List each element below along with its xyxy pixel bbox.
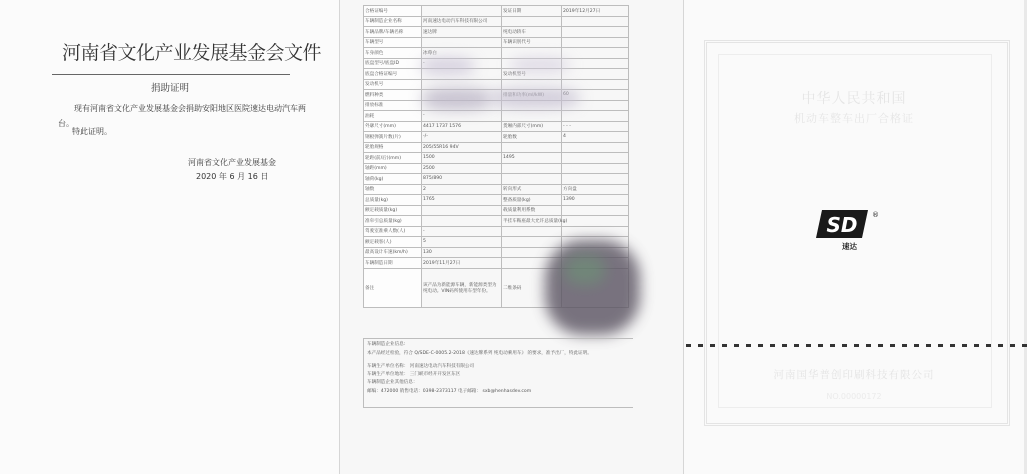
mfg-line: 车辆制造企业其他信息： [367,380,418,385]
certificate-row [364,132,629,143]
field-label: 底盘型号/底盘ID [364,58,422,69]
field-value [562,111,629,122]
certificate-row [364,153,629,164]
certificate-row [364,174,629,185]
letter-signature-org: 河南省文化产业发展基金 [188,158,276,167]
perforation-dash [902,344,907,347]
field-value [562,153,629,164]
field-label: 车辆制造日期 [364,258,422,269]
field-value: -/- [422,132,502,143]
field-label: 货厢内部尺寸(mm) [502,121,562,132]
field-label: 轴荷(kg) [364,174,422,185]
field-value [422,216,502,227]
perforation-dash [686,344,691,347]
mfg-line: 本产品经过检验，符合 Q/SDE-C-0005.2-2018《速达牌系列 纯电动乘用车》 的要求，准予出厂，特此证明。 [367,351,592,356]
certificate-row [364,195,629,206]
field-value [562,58,629,69]
certificate-row [364,6,629,17]
field-value: 4417 1737 1576 [422,121,502,132]
field-label: 外廓尺寸(mm) [364,121,422,132]
letter-body: 现有河南省文化产业发展基金会捐助安阳地区医院速达电动汽车两台。 [58,104,306,128]
field-label: 车辆型号 [364,37,422,48]
field-value [422,205,502,216]
title-rule [52,74,290,75]
field-label: 车辆品牌/车辆名称 [364,27,422,38]
certificate-row [364,163,629,174]
perforation-dash [998,344,1003,347]
letter-title: 河南省文化产业发展基金会文件 [62,42,322,64]
field-label: 准牵引总质量(kg) [364,216,422,227]
field-label: 钢板弹簧片数(片) [364,132,422,143]
qr-code-blur [545,240,640,335]
field-value: 4 [562,132,629,143]
field-label [502,237,562,248]
field-value [562,69,629,80]
field-label: 发动机型号 [502,69,562,80]
field-label [502,142,562,153]
perforation-dash [878,344,883,347]
field-label: 载质量利用系数 [502,205,562,216]
perforation-dash [842,344,847,347]
mfg-line: 邮编：472000 销售电话：0398-2373117 电子邮箱： sxb@henhasdev.com [367,389,532,394]
field-value: 5 [422,237,502,248]
perforation-dash [926,344,931,347]
field-label: 备注 [364,268,422,307]
qr-code-blur [565,255,605,285]
field-value: 1765 [422,195,502,206]
field-value: - - - [562,121,629,132]
perforation-dash [818,344,823,347]
perforation-dash [854,344,859,347]
perforation-dash [974,344,979,347]
field-label: 底盘合格证编号 [364,69,422,80]
logo-text: 速达 [842,242,857,251]
registered-mark: ® [872,211,879,219]
perforation-dash [782,344,787,347]
donation-letter [0,0,340,474]
field-label [502,174,562,185]
field-label: 额定载客(人) [364,237,422,248]
field-value: 冰莓白 [422,48,502,59]
field-label: 轮胎规格 [364,142,422,153]
field-label: 轴数 [364,184,422,195]
perforation-line [684,344,1024,348]
certificate-cover [684,0,1024,474]
field-label: 车辆识别代号 [502,37,562,48]
field-value [562,27,629,38]
certificate-row [364,111,629,122]
perforation-dash [950,344,955,347]
perforation-dash [938,344,943,347]
perforation-dash [830,344,835,347]
field-label [502,48,562,59]
field-label: 油耗 [364,111,422,122]
field-label: 燃料种类 [364,90,422,101]
perforation-dash [914,344,919,347]
redacted-blur [422,88,492,110]
cover-heading: 中华人民共和国 [801,91,907,107]
certificate-row [364,58,629,69]
field-value: 河南速达电动汽车科技有限公司 [422,16,502,27]
certificate-row [364,27,629,38]
field-value [562,16,629,27]
letter-subtitle: 捐助证明 [150,83,189,94]
perforation-dash [758,344,763,347]
field-label: 半挂车鞍座最大允许总质量(kg) [502,216,562,227]
certificate-row [364,37,629,48]
field-value: 2019年12月27日 [562,6,629,17]
perforation-dash [698,344,703,347]
perforation-dash [866,344,871,347]
field-value: 该产品为新能源车辆，新能源类型为纯电动。VIN码所使用车型年份。 [422,268,502,307]
mfg-line: 车辆生产单位地址： 三门峡市经开开发区东区 [367,372,461,377]
perforation-dash [962,344,967,347]
field-value: 205/55R16 94V [422,142,502,153]
field-value [562,216,629,227]
perforation-dash [722,344,727,347]
field-label [502,16,562,27]
field-value: - [422,226,502,237]
perforation-dash [1022,344,1027,347]
sd-logo [816,208,879,244]
field-label: 排放标准 [364,100,422,111]
perforation-dash [1010,344,1015,347]
field-value [562,37,629,48]
perforation-dash [794,344,799,347]
field-value: 2500 [422,163,502,174]
field-value: 2 [422,184,502,195]
field-value: - [422,111,502,122]
field-label: 发证日期 [502,6,562,17]
certificate-row [364,142,629,153]
certificate-row [364,79,629,90]
field-value: 875/890 [422,174,502,185]
field-label: 驾驶室准乘人数(人) [364,226,422,237]
field-label: 合格证编号 [364,6,422,17]
field-value [562,48,629,59]
redacted-blur [420,58,475,74]
field-label: 轮距(前/后)(mm) [364,153,422,164]
certificate-row [364,226,629,237]
field-value: 1500 [422,153,502,164]
field-value: 速达牌 [422,27,502,38]
field-value [562,226,629,237]
field-label [502,226,562,237]
certificate-row [364,216,629,227]
letter-closing: 特此证明。 [72,127,112,136]
field-label: 轴距(mm) [364,163,422,174]
perforation-dash [986,344,991,347]
field-label: 纯电动轿车 [502,27,562,38]
perforation-dash [734,344,739,347]
field-value [562,142,629,153]
certificate-row [364,121,629,132]
vehicle-certificate [340,0,684,474]
field-value [422,37,502,48]
mfg-line: 车辆生产单位名称： 河南速达电动汽车科技有限公司 [367,364,475,369]
perforation-dash [710,344,715,347]
cover-serial-number: NO.00000172 [826,392,882,401]
field-value: 130 [422,247,502,258]
field-value: 1390 [562,195,629,206]
field-value [562,174,629,185]
field-label: 整备质量(kg) [502,195,562,206]
field-label: 最高设计车速(km/h) [364,247,422,258]
field-value [562,205,629,216]
certificate-row [364,16,629,27]
field-label: 车身颜色 [364,48,422,59]
field-label: 1495 [502,153,562,164]
field-label: 轮胎数 [502,132,562,143]
cover-subheading: 机动车整车出厂合格证 [794,112,914,125]
letter-signature-date: 2020 年 6 月 16 日 [196,172,269,181]
certificate-row [364,69,629,80]
field-value [562,79,629,90]
field-label: 总质量(kg) [364,195,422,206]
field-label: 额定载质量(kg) [364,205,422,216]
manufacturer-info [363,338,633,408]
mfg-title: 车辆制造企业信息: [367,342,406,347]
certificate-row [364,184,629,195]
field-label: 转向形式 [502,184,562,195]
certificate-row [364,48,629,59]
perforation-dash [746,344,751,347]
field-label: 车辆制造企业名称 [364,16,422,27]
certificate-row [364,205,629,216]
field-label [502,111,562,122]
cover-printer: 河南国华普创印刷科技有限公司 [773,369,935,381]
redacted-blur [510,58,570,72]
field-label: 二维条码 [502,268,562,307]
logo-mark: SD [826,213,858,237]
field-value [422,6,502,17]
field-value: 方向盘 [562,184,629,195]
field-label: 发动机号 [364,79,422,90]
redacted-blur [490,88,580,108]
perforation-dash [770,344,775,347]
perforation-dash [890,344,895,347]
field-value: 2019年11月27日 [422,258,502,269]
perforation-dash [806,344,811,347]
field-value [562,163,629,174]
field-label [502,163,562,174]
